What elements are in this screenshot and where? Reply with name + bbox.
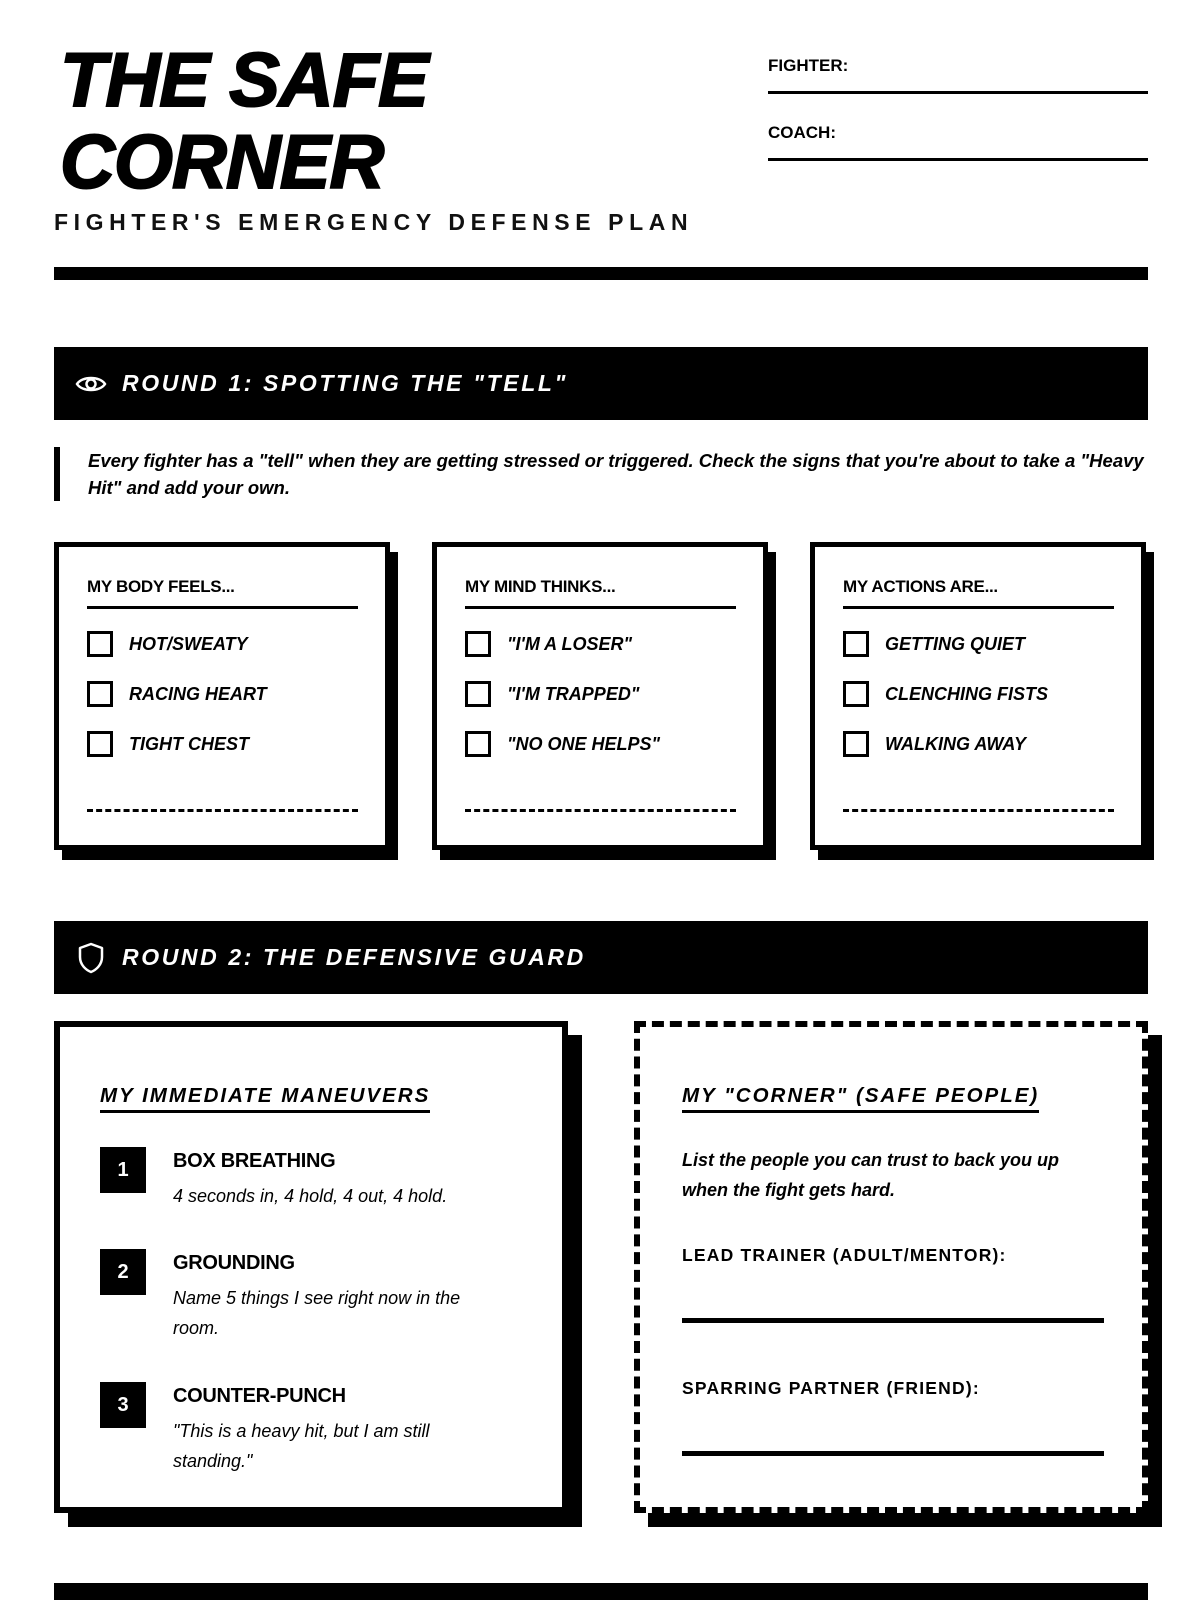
step-title: GROUNDING (173, 1252, 295, 1274)
page-title (60, 40, 428, 204)
step-title: COUNTER-PUNCH (173, 1385, 346, 1407)
write-in-line[interactable] (465, 809, 736, 812)
step-description: Name 5 things I see right now in the room. (173, 1288, 461, 1338)
checklist-item (843, 681, 1114, 707)
card-title: MY ACTIONS ARE... (843, 577, 1114, 609)
checklist-item (465, 631, 736, 657)
checklist-label: GETTING QUIET (885, 633, 1026, 654)
checklist-label: HOT/SWEATY (129, 633, 248, 654)
header-divider (54, 267, 1148, 280)
footer-bar (54, 1583, 1148, 1600)
round-2-banner (54, 921, 1148, 994)
title-line-2: CORNER (60, 120, 384, 205)
checklist-item (465, 731, 736, 757)
lead-trainer-field[interactable] (682, 1318, 1104, 1323)
checkbox[interactable] (843, 681, 869, 707)
step-description: 4 seconds in, 4 hold, 4 out, 4 hold. (173, 1186, 448, 1206)
round-1-title: ROUND 1: SPOTTING THE "TELL" (122, 370, 568, 396)
checklist-label: CLENCHING FISTS (885, 683, 1049, 704)
card-title: MY BODY FEELS... (87, 577, 358, 609)
shield-icon (74, 941, 108, 975)
checklist-label: WALKING AWAY (885, 733, 1026, 754)
round-1-banner (54, 347, 1148, 420)
checkbox[interactable] (843, 631, 869, 657)
body-feels-card (54, 542, 390, 850)
corner-title: MY "CORNER" (SAFE PEOPLE) (682, 1084, 1039, 1113)
checklist-item (87, 631, 358, 657)
title-line-1: THE SAFE (60, 38, 428, 123)
checkbox[interactable] (87, 681, 113, 707)
checkbox[interactable] (465, 731, 491, 757)
checklist-label: TIGHT CHEST (129, 733, 249, 754)
checklist-item (465, 681, 736, 707)
mind-thinks-card (432, 542, 768, 850)
write-in-line[interactable] (843, 809, 1114, 812)
checklist-item (87, 681, 358, 707)
step-number: 2 (100, 1249, 146, 1295)
checklist-label: "NO ONE HELPS" (507, 733, 661, 754)
checkbox[interactable] (843, 731, 869, 757)
corner-description: List the people you can trust to back you up when the fight gets hard. (682, 1150, 1060, 1200)
coach-label: COACH: (768, 123, 836, 142)
card-title: MY MIND THINKS... (465, 577, 736, 609)
maneuvers-panel (54, 1021, 568, 1513)
round-1-intro: Every fighter has a "tell" when they are getting stressed or triggered. Check the signs that you're about to take a "Heavy Hit" and add your own. (54, 447, 1148, 501)
checklist-label: "I'M A LOSER" (507, 633, 633, 654)
safe-people-panel (634, 1021, 1148, 1513)
checklist-item (87, 731, 358, 757)
fighter-field[interactable] (768, 56, 1148, 94)
round-2-title: ROUND 2: THE DEFENSIVE GUARD (122, 944, 586, 970)
checklist-item (843, 731, 1114, 757)
step-description: "This is a heavy hit, but I am still standing." (173, 1421, 430, 1471)
checkbox[interactable] (87, 731, 113, 757)
write-in-line[interactable] (87, 809, 358, 812)
coach-field[interactable] (768, 123, 1148, 161)
page-subtitle: FIGHTER'S EMERGENCY DEFENSE PLAN (54, 209, 694, 235)
sparring-partner-label: SPARRING PARTNER (FRIEND): (682, 1378, 980, 1398)
checklist-item (843, 631, 1114, 657)
step-number: 3 (100, 1382, 146, 1428)
actions-are-card (810, 542, 1146, 850)
checklist-label: "I'M TRAPPED" (507, 683, 640, 704)
lead-trainer-label: LEAD TRAINER (ADULT/MENTOR): (682, 1245, 1007, 1265)
checkbox[interactable] (87, 631, 113, 657)
maneuvers-title: MY IMMEDIATE MANEUVERS (100, 1084, 430, 1113)
checkbox[interactable] (465, 631, 491, 657)
checklist-label: RACING HEART (129, 683, 267, 704)
step-title: BOX BREATHING (173, 1150, 336, 1172)
fighter-label: FIGHTER: (768, 56, 849, 75)
eye-icon (74, 367, 108, 401)
checkbox[interactable] (465, 681, 491, 707)
sparring-partner-field[interactable] (682, 1451, 1104, 1456)
step-number: 1 (100, 1147, 146, 1193)
